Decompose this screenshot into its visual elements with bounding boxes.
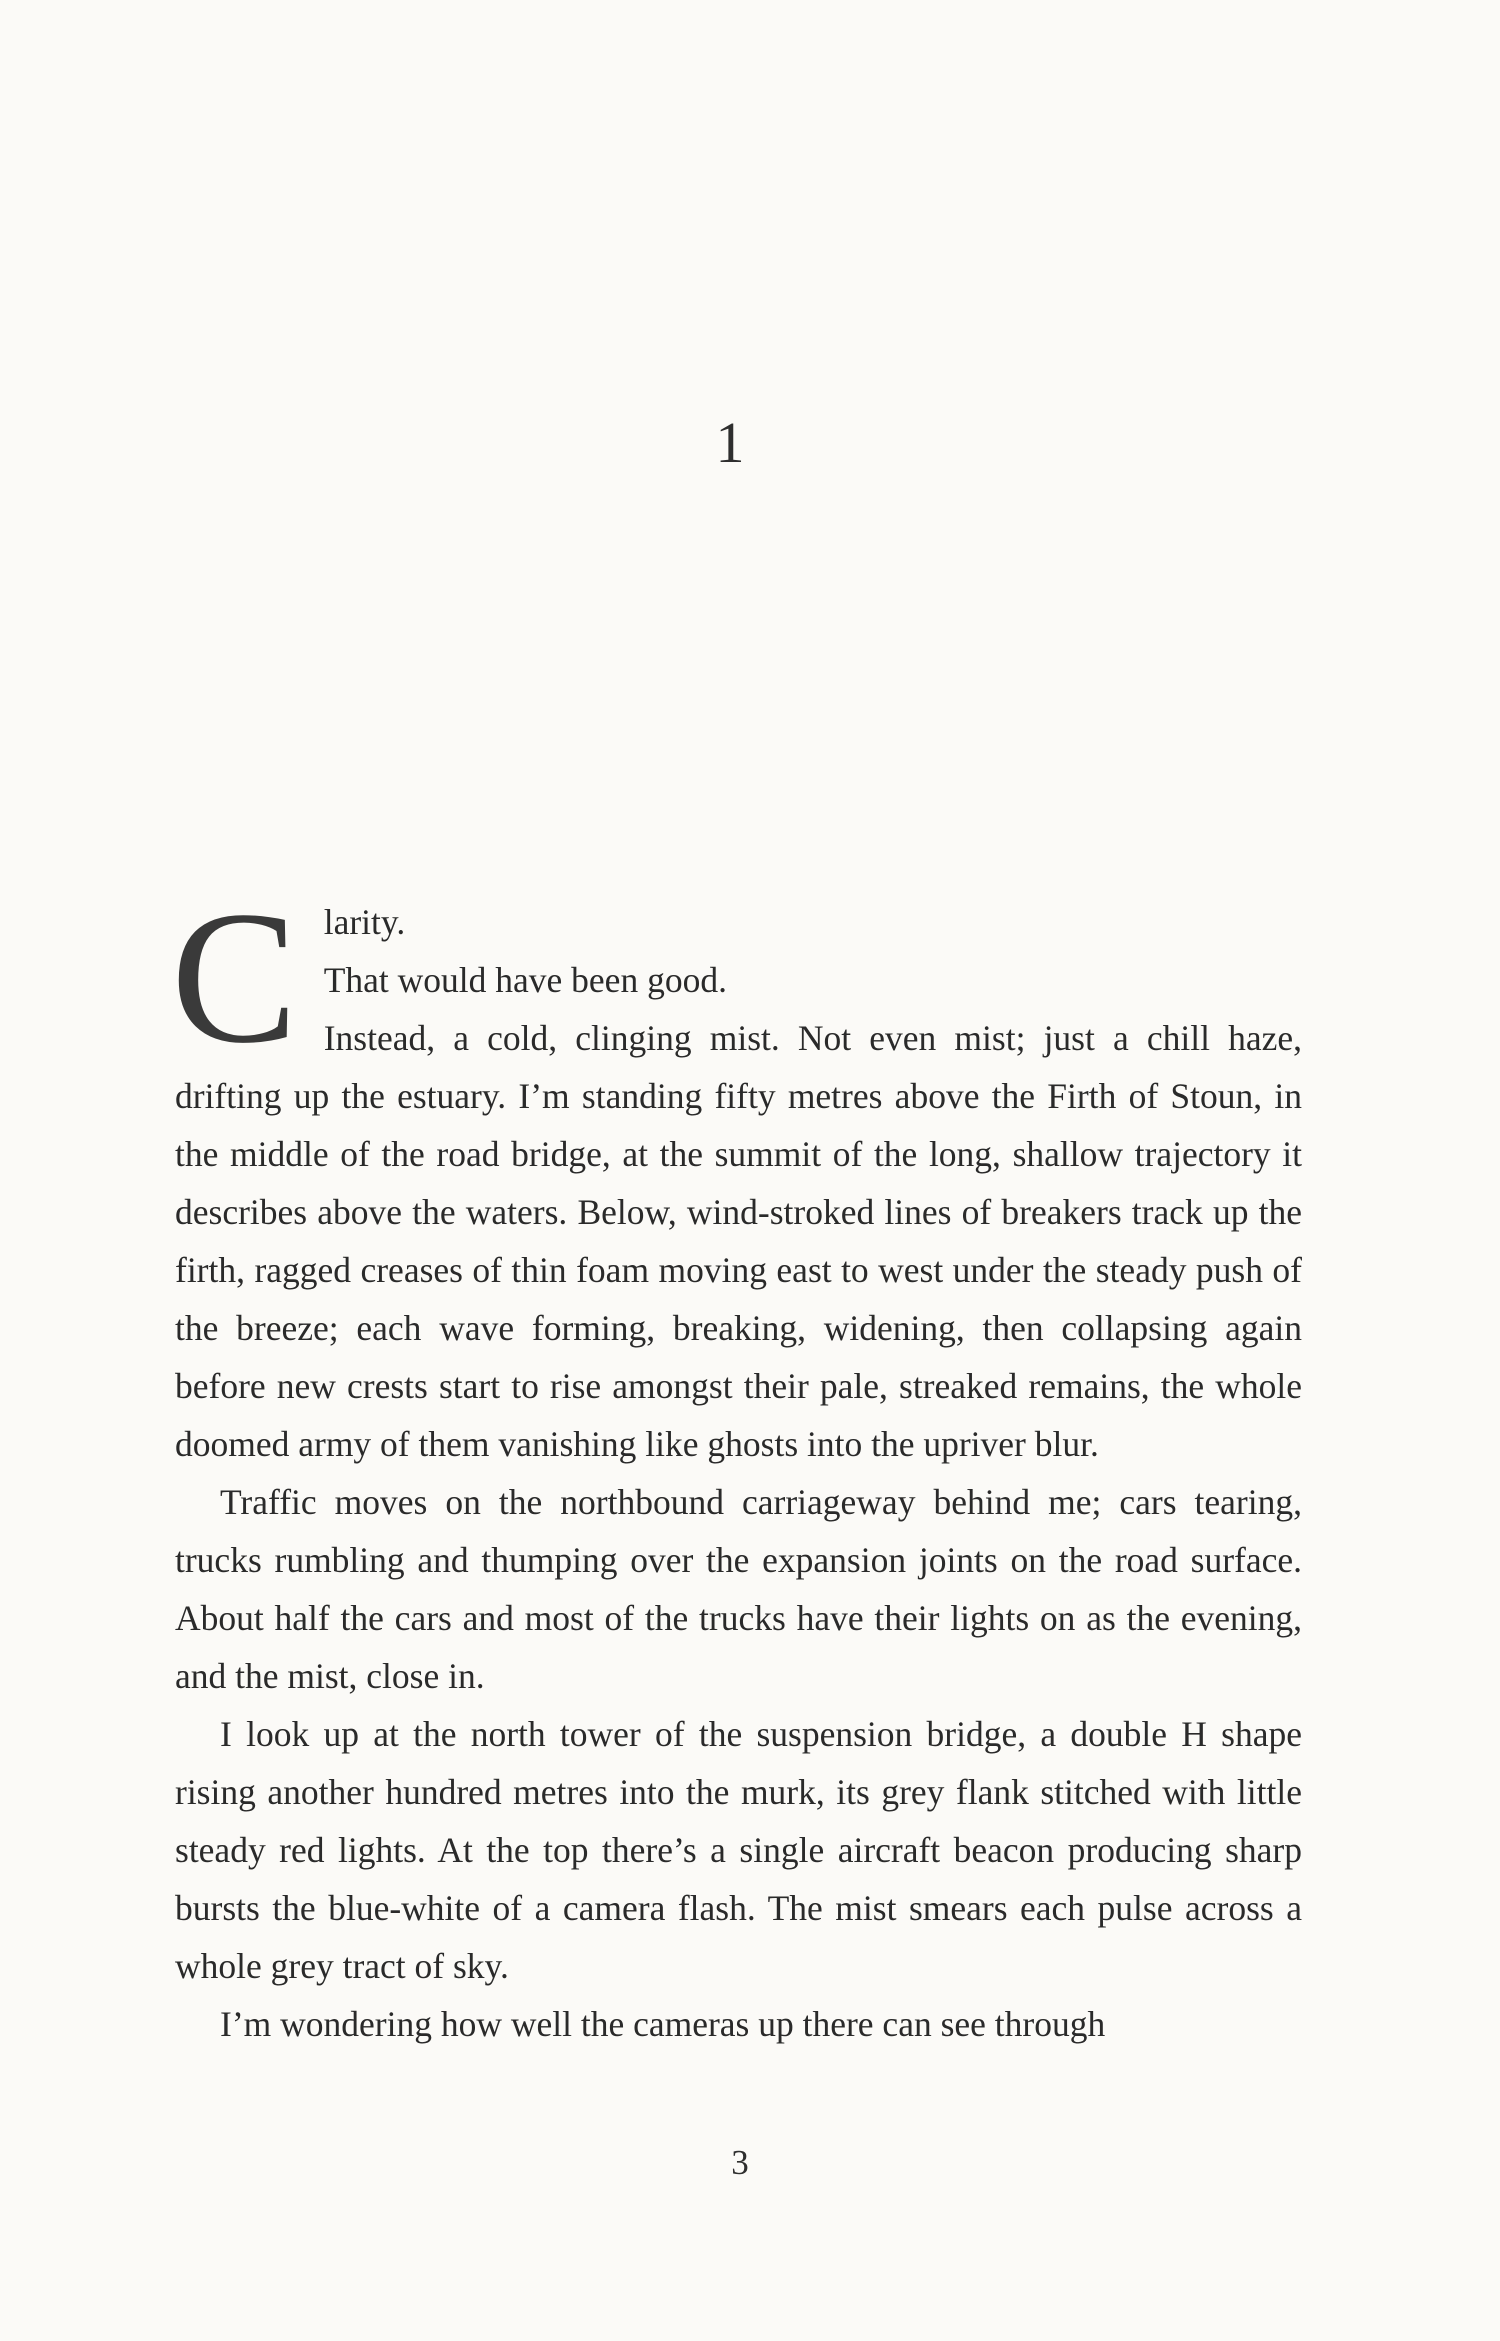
paragraph: I’m wondering how well the cameras up there can see through bbox=[220, 2004, 1106, 2044]
paragraph: Instead, a cold, clinging mist. Not even mist; just a chill haze, drifting up the estuary. I’m standing fifty metres above the Firth of Stoun, in the middle of the road bridge, at the summit of the long, shallow trajectory it describes above the waters. Below, wind-stroked lines of breakers track up the firth, ragged creases of thin foam moving east to west under the steady push of the breeze; each wave forming, breaking, widening, then collapsing again before new crests start to rise amongst their pale, streaked remains, the whole doomed army of them vanishing like ghosts into the upriver blur. bbox=[175, 1018, 1302, 1464]
opening-line: larity. bbox=[323, 902, 406, 942]
drop-cap: C bbox=[171, 873, 298, 1083]
paragraph: Traffic moves on the northbound carriageway behind me; cars tearing, trucks rumbling and thumping over the expansion joints on the road surface. About half the cars and most of the trucks have their lights on as the evening, and the mist, close in. bbox=[175, 1482, 1302, 1696]
chapter-number: 1 bbox=[715, 410, 745, 475]
paragraph: I look up at the north tower of the suspension bridge, a double H shape rising another hundred metres into the murk, its grey flank stitched with little steady red lights. At the top there’s a single aircraft beacon producing sharp bursts the blue-white of a camera flash. The mist smears each pulse across a whole grey tract of sky. bbox=[175, 1714, 1302, 1986]
body-text bbox=[171, 873, 1302, 2053]
page-number: 3 bbox=[731, 2143, 749, 2182]
paragraph: That would have been good. bbox=[323, 960, 727, 1000]
